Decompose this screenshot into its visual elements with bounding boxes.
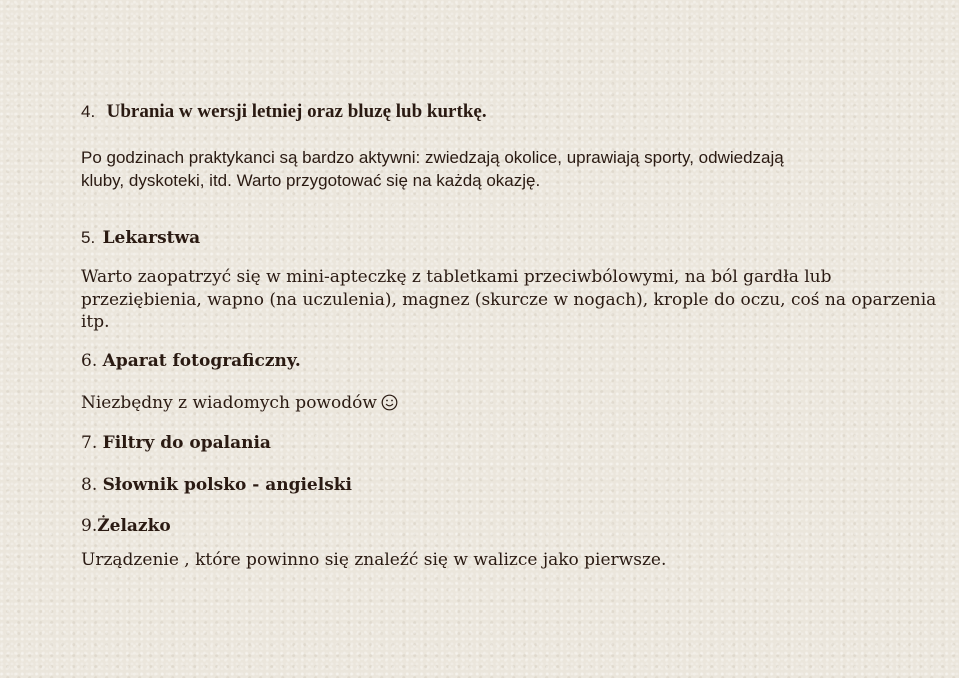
section-8-heading <box>81 474 352 496</box>
section-number: 8. <box>81 475 98 495</box>
section-4-line-1: Po godzinach praktykanci są bardzo aktywni: zwiedzają okolice, uprawiają sporty, odwiedzają <box>81 148 784 167</box>
section-title: Słownik polsko - angielski <box>102 475 353 495</box>
section-title: Ubrania w wersji letniej oraz bluzę lub kurtkę. <box>106 101 487 122</box>
section-5-line-2: przeziębienia, wapno (na uczulenia), magnez (skurcze w nogach), krople do oczu, coś na oparzenia <box>81 290 937 310</box>
section-4-heading <box>81 101 487 123</box>
section-9-text: Urządzenie , które powinno się znaleźć się w walizce jako pierwsze. <box>81 550 667 570</box>
section-number: 7. <box>81 433 98 453</box>
section-number: 4. <box>81 102 96 121</box>
section-title: Aparat fotograficzny. <box>102 351 301 371</box>
section-5-heading <box>81 227 200 249</box>
section-6-heading <box>81 350 301 372</box>
section-9-heading <box>81 515 171 537</box>
section-title: Lekarstwa <box>102 228 201 248</box>
smiley-icon <box>381 394 398 417</box>
section-6-text: Niezbędny z wiadomych powodów <box>81 393 377 413</box>
section-number: 5. <box>81 228 96 247</box>
section-number: 6. <box>81 351 98 371</box>
section-7-heading <box>81 432 271 454</box>
section-4-line-2: kluby, dyskoteki, itd. Warto przygotować się na każdą okazję. <box>81 171 541 190</box>
section-5-line-3: itp. <box>81 312 110 332</box>
section-title: Filtry do opalania <box>102 433 271 453</box>
section-title: Żelazko <box>97 516 171 536</box>
section-number: 9. <box>81 516 98 536</box>
section-6-text-line <box>81 392 398 417</box>
section-5-line-1: Warto zaopatrzyć się w mini-apteczkę z tabletkami przeciwbólowymi, na ból gardła lub <box>81 267 832 287</box>
